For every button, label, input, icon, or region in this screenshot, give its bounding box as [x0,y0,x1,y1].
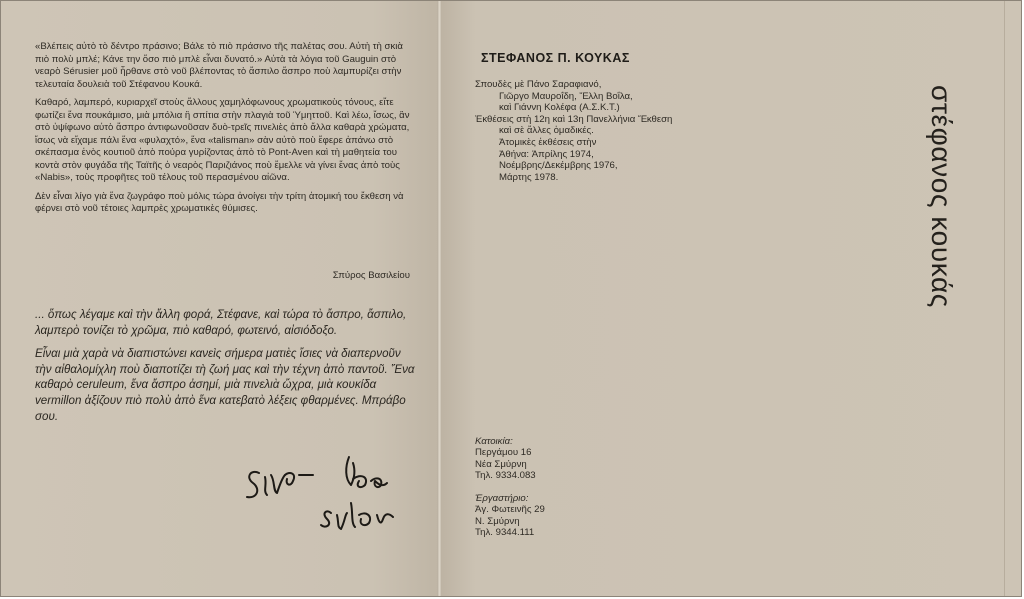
bio-line: Γιῶργο Μαυροΐδη, Ἔλλη Βοΐλα, [499,90,633,102]
bio-line: Ἀτομικὲς ἐκθέσεις στὴν [499,136,597,148]
studio-street: Ἀγ. Φωτεινῆς 29 [475,504,545,516]
preface-author: Σπύρος Βασιλείου [332,270,410,281]
preface-text [35,41,415,222]
studio-label: Ἐργαστήριο: [475,493,529,504]
edge-crease [1004,1,1005,596]
handwritten-signature [241,451,421,541]
bio-line: Μάρτης 1978. [499,171,559,183]
preface-paragraph-1: «Βλέπεις αὐτὸ τὸ δέντρο πράσινο; Βάλε τὸ πιὸ πράσινο τῆς παλέτας σου. Αὐτὴ τὴ σκιὰ πιὸ πολὺ μπλέ; Κάνε την ὅσο πιὸ μπλὲ εἶναι δυνατό.» Αὐτὰ τὰ λόγια τοῦ Gauguin στὸ νεαρὸ Sérusier μοῦ ἦρθανε στὸ νοῦ βλέποντας τὸ ἄσπιλο ἄσπρο ποὺ λαμπυρίζει στὴν τελευταία δουλειὰ τοῦ Στέφανου Κουκά. [35,41,403,90]
vertical-title-text: στέφανος κουκάς [926,85,957,308]
artist-name: ΣΤΕΦΑΝΟΣ Π. ΚΟΥΚΑΣ [481,51,630,65]
bio-line: καὶ σὲ ἄλλες ὁμαδικές. [499,125,594,137]
preface-paragraph-3: Δὲν εἶναι λίγο γιὰ ἕνα ζωγράφο ποὺ μόλις τώρα ἀνοίγει τὴν τρίτη ἀτομική του ἔκθεση νὰ φέρνει στὸ νοῦ τέτοιες λαμπρὲς χρωματικὲς θύμισες. [35,190,404,214]
artist-bio [475,79,735,183]
bio-line: καὶ Γιάννη Κολέφα (Α.Σ.Κ.Τ.) [499,102,620,114]
studio-address [475,493,625,539]
bio-line: Νοέμβρης/Δεκέμβρης 1976, [499,160,618,172]
dedication-text [35,307,420,432]
home-address [475,436,625,482]
preface-paragraph-2: Καθαρό, λαμπερό, κυριαρχεῖ στοὺς ἄλλους χαμηλόφωνους χρωματικοὺς τόνους, εἴτε φωτίζει ἕνα πουκάμισο, μιὰ μπόλια ἢ σπίτια στὴν πλαγιὰ τοῦ Ὑμηττοῦ. Καὶ λέω, ἴσως, ἂν στὸ ὑψίφωνο αὐτὸ ἄσπρο ἀντιφωνοῦσαν δυὸ-τρεῖς πινελιὲς ἀπὸ ἄλλα καθαρὰ χρώματα, ἴσως νὰ εἴχαμε πάλι ἕνα «φυλαχτό», ἕνα «talisman» σὰν αὐτὸ ποὺ ἔφερε ἀπάνω στὸ σκέπασμα ἑνὸς κουτιοῦ ἀπὸ πούρα γυρίζοντας ἀπὸ τὸ Pont-Aven καὶ τὴ μαθητεία του κοντὰ στὸν φυγάδα τῆς Ταϊτῆς ὁ νεαρὸς Παριζιάνος ποὺ ἔμελλε νὰ γίνει ἕνας ἀπὸ τοὺς «Nabis», τοὺς προφῆτες τοῦ τέλους τοῦ περασμένου αἰῶνα. [35,97,410,183]
home-label: Κατοικία: [475,436,513,447]
vertical-title [919,85,959,465]
dedication-paragraph-2: Εἶναι μιὰ χαρὰ νὰ διαπιστώνει κανεὶς σήμερα ματιὲς ἴσιες νὰ διαπερνοῦν τὴν αἰθαλομίχλη ποὺ διαποτίζει τὴ ζωή μας καὶ τὴν τέχνη ἀπὸ παντοῦ. Ἕνα καθαρὸ ceruleum, ἕνα ἄσπρο ἀσημί, μιὰ πινελιὰ ὤχρα, μιὰ κουκίδα vermillon ἀξίζουν πιὸ πολὺ ἀπὸ ἕνα κατεβατὸ λέξεις φθαρμένες. Μπράβο σου. [35,347,415,423]
studio-phone: Τηλ. 9344.111 [475,527,535,539]
bio-line: Σπουδὲς μὲ Πάνο Σαραφιανό, [475,79,602,90]
studio-city: Ν. Σμύρνη [475,515,520,527]
bio-line: Ἐκθέσεις στὴ 12η καὶ 13η Πανελλήνια Ἔκθεση [475,113,673,125]
bio-line: Ἀθήνα: Ἀπρίλης 1974, [499,148,594,160]
home-street: Περγάμου 16 [475,447,532,459]
left-panel [1,1,438,596]
dedication-paragraph-1: ... ὅπως λέγαμε καὶ τὴν ἄλλη φορά, Στέφανε, καὶ τώρα τὸ ἄσπρο, ἄσπιλο, λαμπερὸ τονίζει τὸ χρῶμα, πιὸ καθαρό, φωτεινό, αἰσιόδοξο. [35,308,407,337]
home-city: Νέα Σμύρνη [475,458,527,470]
home-phone: Τηλ. 9334.083 [475,470,536,482]
